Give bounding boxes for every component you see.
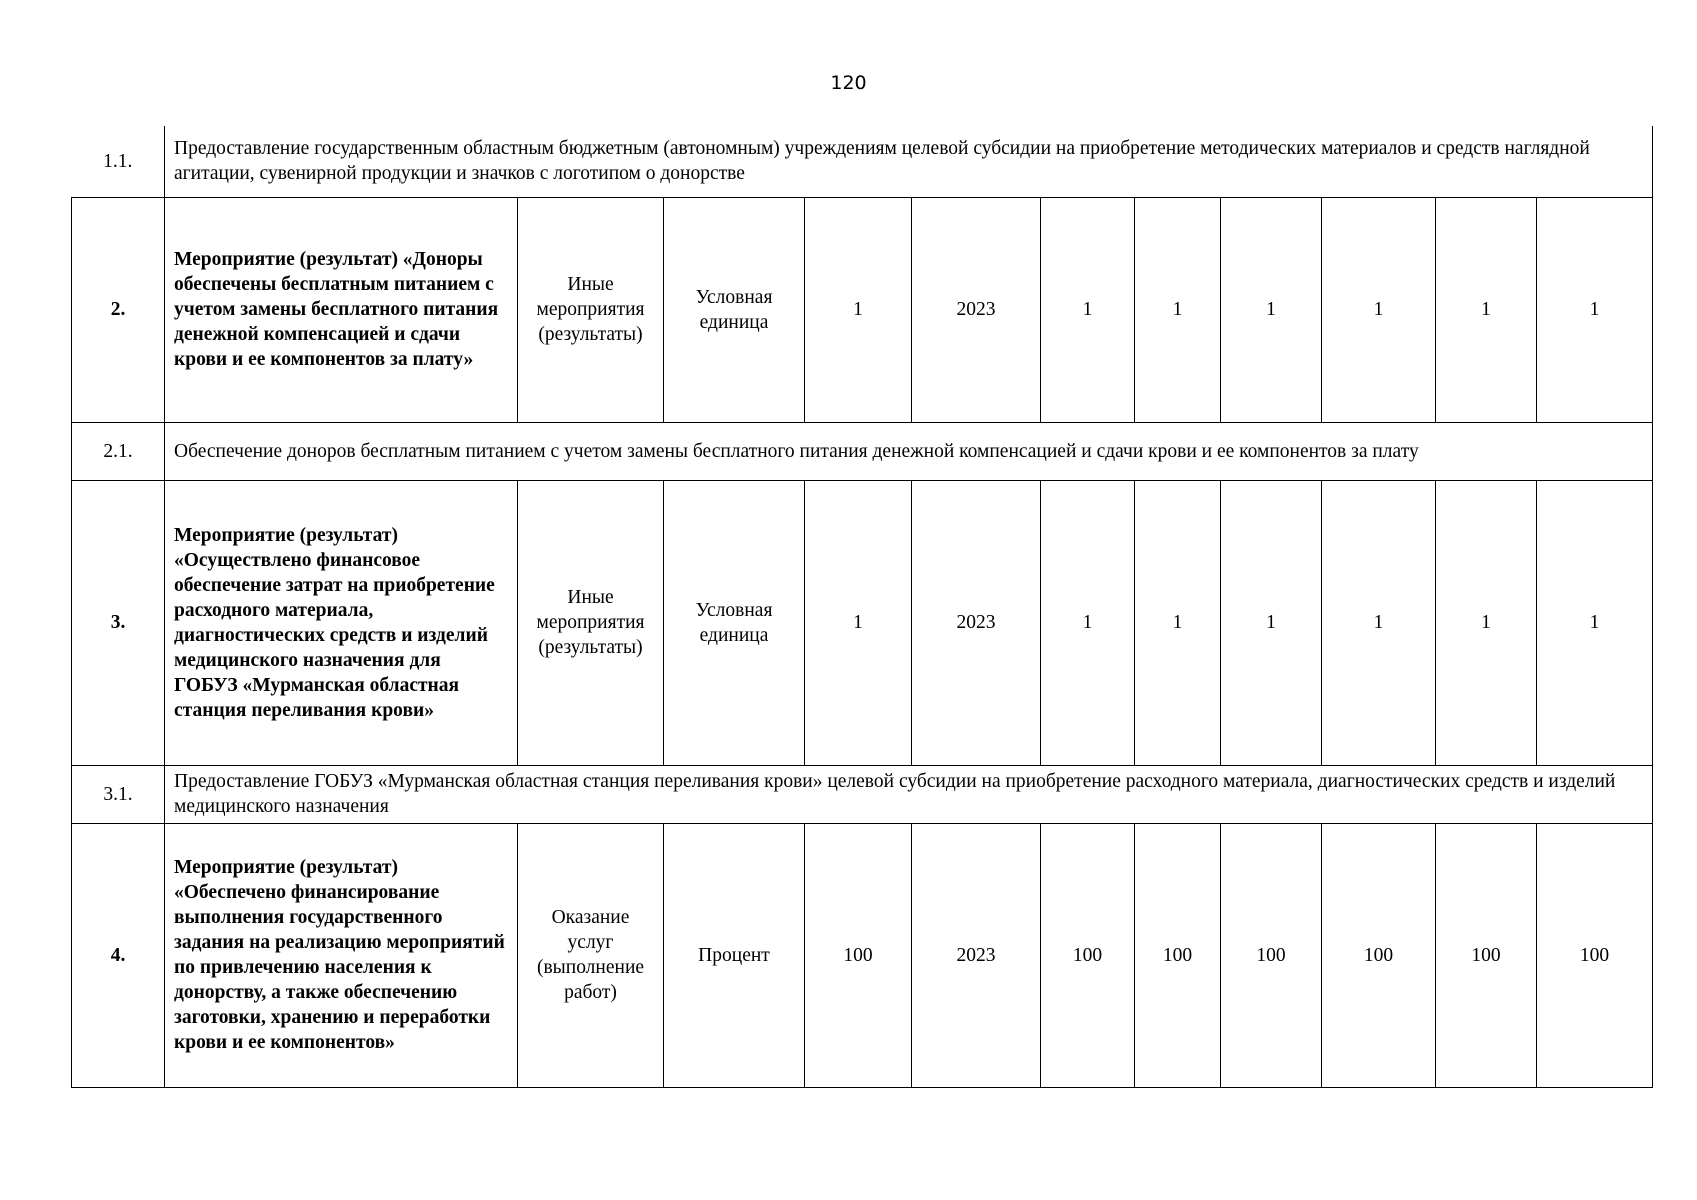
year-value: 1	[1041, 197, 1135, 422]
year-value: 100	[1436, 823, 1537, 1087]
row-number: 3.1.	[72, 765, 165, 823]
base-year: 2023	[912, 480, 1041, 765]
measure-title: Мероприятие (результат) «Обеспечено финансирование выполнения государственного задания на реализацию мероприятий по привлечению населения к донорству, а также обеспечению заготовки, хранению и переработки крови и ее компонентов»	[165, 823, 518, 1087]
measure-type: Иные мероприятия (результаты)	[518, 480, 664, 765]
year-value: 100	[1041, 823, 1135, 1087]
year-value: 1	[1436, 480, 1537, 765]
measure-unit: Условная единица	[664, 480, 805, 765]
row-number: 2.1.	[72, 422, 165, 480]
measure-type: Иные мероприятия (результаты)	[518, 197, 664, 422]
measure-type: Оказание услуг (выполнение работ)	[518, 823, 664, 1087]
year-value: 100	[1135, 823, 1221, 1087]
sub-measure-text: Предоставление ГОБУЗ «Мурманская областная станция переливания крови» целевой субсидии на приобретение расходного материала, диагностических средств и изделий медицинского назначения	[165, 765, 1653, 823]
measure-unit: Условная единица	[664, 197, 805, 422]
measures-table	[71, 126, 1653, 1088]
table-row	[72, 480, 1653, 765]
measure-title: Мероприятие (результат) «Доноры обеспечены бесплатным питанием с учетом замены бесплатного питания денежной компенсацией и сдачи крови и ее компонентов за плату»	[165, 197, 518, 422]
measure-title: Мероприятие (результат) «Осуществлено финансовое обеспечение затрат на приобретение расходного материала, диагностических средств и изделий медицинского назначения для ГОБУЗ «Мурманская областная станция переливания крови»	[165, 480, 518, 765]
row-number: 4.	[72, 823, 165, 1087]
row-number: 2.	[72, 197, 165, 422]
row-number: 1.1.	[72, 126, 165, 197]
year-value: 1	[1221, 197, 1322, 422]
year-value: 1	[1041, 480, 1135, 765]
year-value: 1	[1322, 480, 1436, 765]
year-value: 1	[1537, 480, 1653, 765]
year-value: 1	[1537, 197, 1653, 422]
year-value: 1	[1436, 197, 1537, 422]
year-value: 1	[1135, 480, 1221, 765]
base-value: 1	[805, 480, 912, 765]
base-value: 100	[805, 823, 912, 1087]
base-year: 2023	[912, 823, 1041, 1087]
year-value: 1	[1221, 480, 1322, 765]
table-row	[72, 765, 1653, 823]
sub-measure-text: Обеспечение доноров бесплатным питанием с учетом замены бесплатного питания денежной компенсацией и сдачи крови и ее компонентов за плату	[165, 422, 1653, 480]
base-value: 1	[805, 197, 912, 422]
row-number: 3.	[72, 480, 165, 765]
year-value: 1	[1135, 197, 1221, 422]
year-value: 100	[1537, 823, 1653, 1087]
year-value: 100	[1221, 823, 1322, 1087]
table-row	[72, 422, 1653, 480]
table-row	[72, 823, 1653, 1087]
year-value: 1	[1322, 197, 1436, 422]
sub-measure-text: Предоставление государственным областным бюджетным (автономным) учреждениям целевой субсидии на приобретение методических материалов и средств наглядной агитации, сувенирной продукции и значков с логотипом о донорстве	[165, 126, 1653, 197]
measure-unit: Процент	[664, 823, 805, 1087]
table-row	[72, 126, 1653, 197]
table-row	[72, 197, 1653, 422]
page-number: 120	[830, 72, 867, 94]
base-year: 2023	[912, 197, 1041, 422]
year-value: 100	[1322, 823, 1436, 1087]
